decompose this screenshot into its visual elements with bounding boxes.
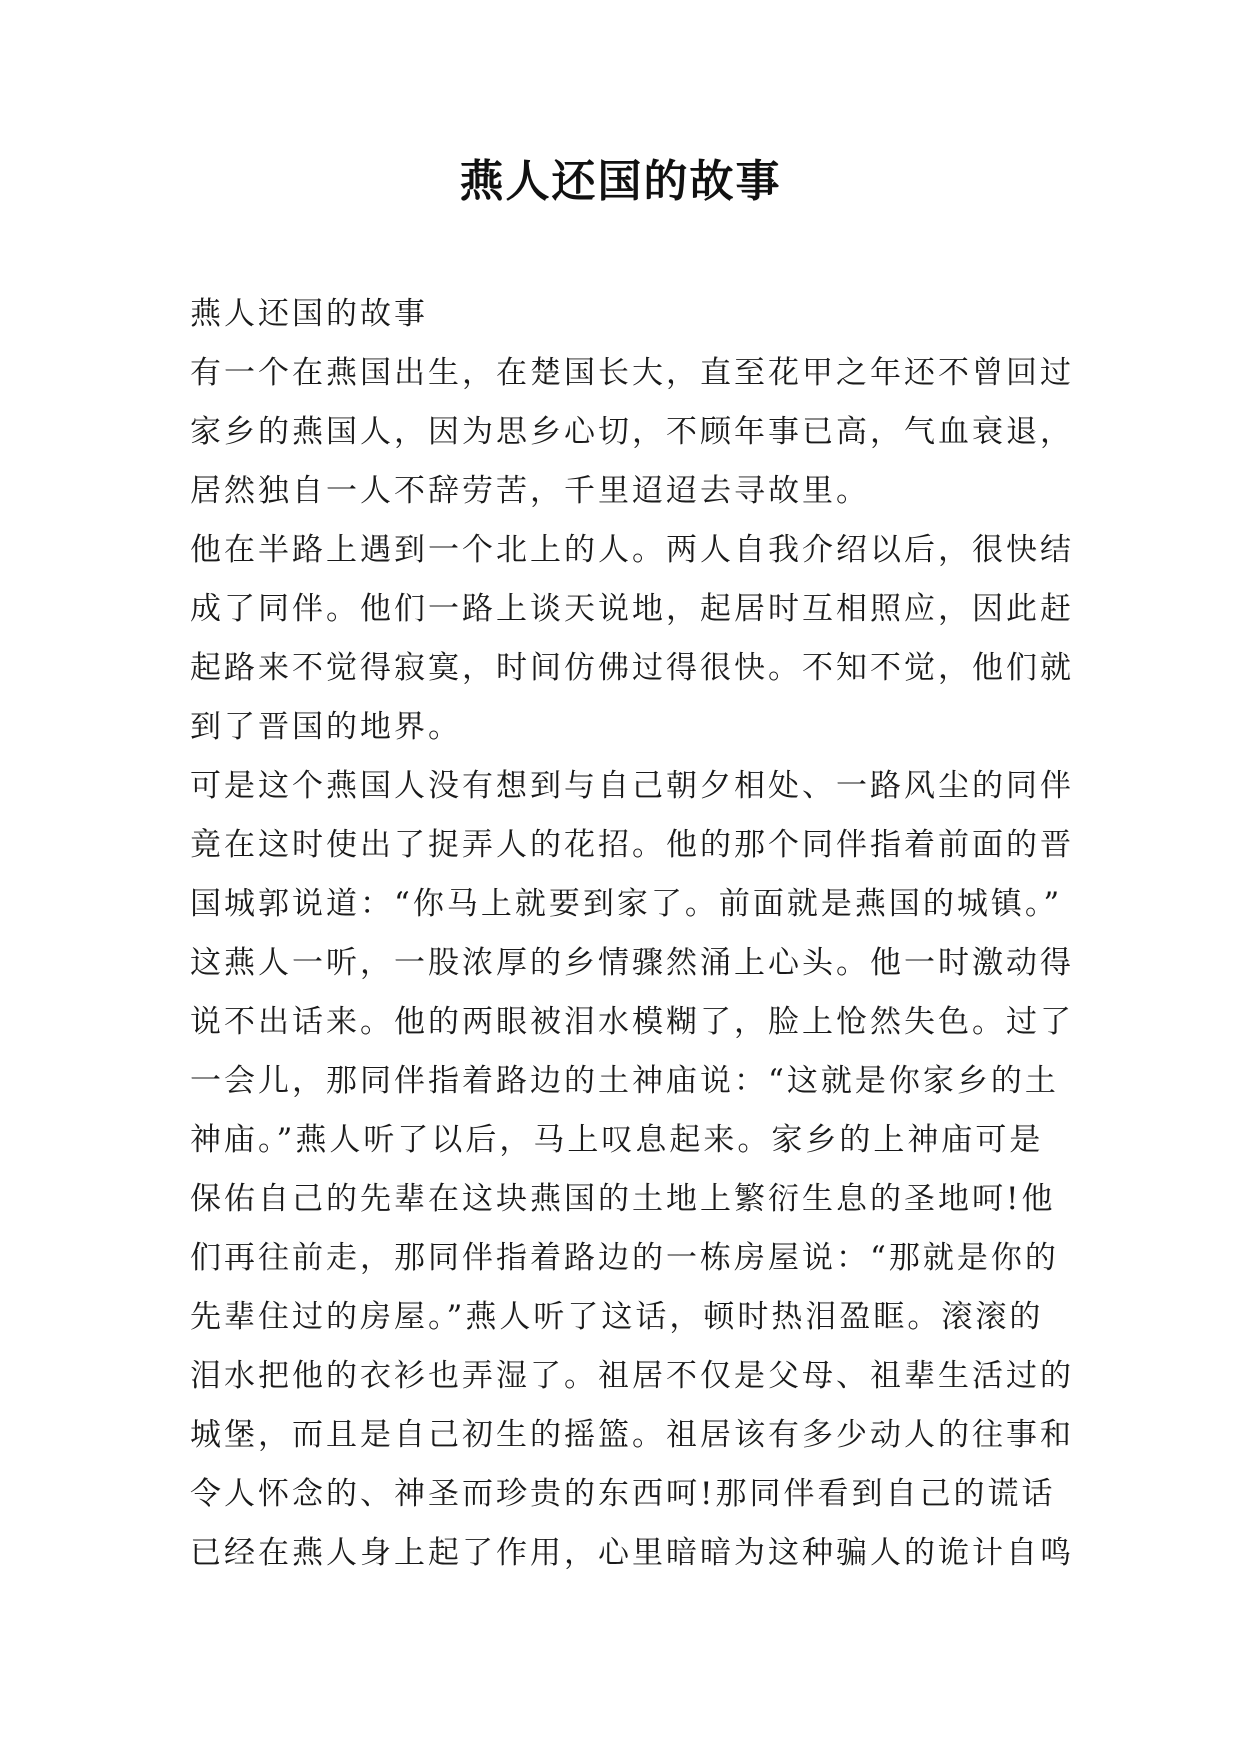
body-line: 竟在这时使出了捉弄人的花招。他的那个同伴指着前面的晋 (190, 827, 1074, 863)
body-line: 泪水把他的衣衫也弄湿了。祖居不仅是父母、祖辈生活过的 (190, 1358, 1074, 1394)
body-line: 保佑自己的先辈在这块燕国的土地上繁衍生息的圣地呵!他 (190, 1181, 1056, 1217)
body-line: 这燕人一听，一股浓厚的乡情骤然涌上心头。他一时激动得 (190, 945, 1074, 981)
body-line: 到了晋国的地界。 (190, 709, 462, 745)
body-line: 说不出话来。他的两眼被泪水模糊了，脸上怆然失色。过了 (190, 1004, 1074, 1040)
body-line: 他在半路上遇到一个北上的人。两人自我介绍以后，很快结 (190, 532, 1074, 568)
body-line: 起路来不觉得寂寞，时间仿佛过得很快。不知不觉，他们就 (190, 650, 1074, 686)
body-line: 国城郭说道：“你马上就要到家了。前面就是燕国的城镇。” (190, 886, 1063, 922)
body-line: 可是这个燕国人没有想到与自己朝夕相处、一路风尘的同伴 (190, 768, 1074, 804)
body-line: 先辈住过的房屋。”燕人听了这话，顿时热泪盈眶。滚滚的 (190, 1299, 1044, 1335)
body-line: 城堡，而且是自己初生的摇篮。祖居该有多少动人的往事和 (190, 1417, 1074, 1453)
body-line: 们再往前走，那同伴指着路边的一栋房屋说：“那就是你的 (190, 1240, 1059, 1276)
body-line: 居然独自一人不辞劳苦，千里迢迢去寻故里。 (190, 473, 870, 509)
body-line: 家乡的燕国人，因为思乡心切，不顾年事已高，气血衰退， (190, 414, 1074, 450)
document-body (190, 285, 1074, 1583)
body-line: 燕人还国的故事 (190, 296, 428, 332)
body-line: 成了同伴。他们一路上谈天说地，起居时互相照应，因此赶 (190, 591, 1074, 627)
body-line: 神庙。”燕人听了以后，马上叹息起来。家乡的上神庙可是 (190, 1122, 1044, 1158)
body-line: 已经在燕人身上起了作用，心里暗暗为这种骗人的诡计自鸣 (190, 1535, 1074, 1571)
document-title: 燕人还国的故事 (459, 156, 782, 207)
body-line: 令人怀念的、神圣而珍贵的东西呵!那同伴看到自己的谎话 (190, 1476, 1056, 1512)
body-line: 一会儿，那同伴指着路边的土神庙说：“这就是你家乡的土 (190, 1063, 1059, 1099)
body-line: 有一个在燕国出生，在楚国长大，直至花甲之年还不曾回过 (190, 355, 1074, 391)
